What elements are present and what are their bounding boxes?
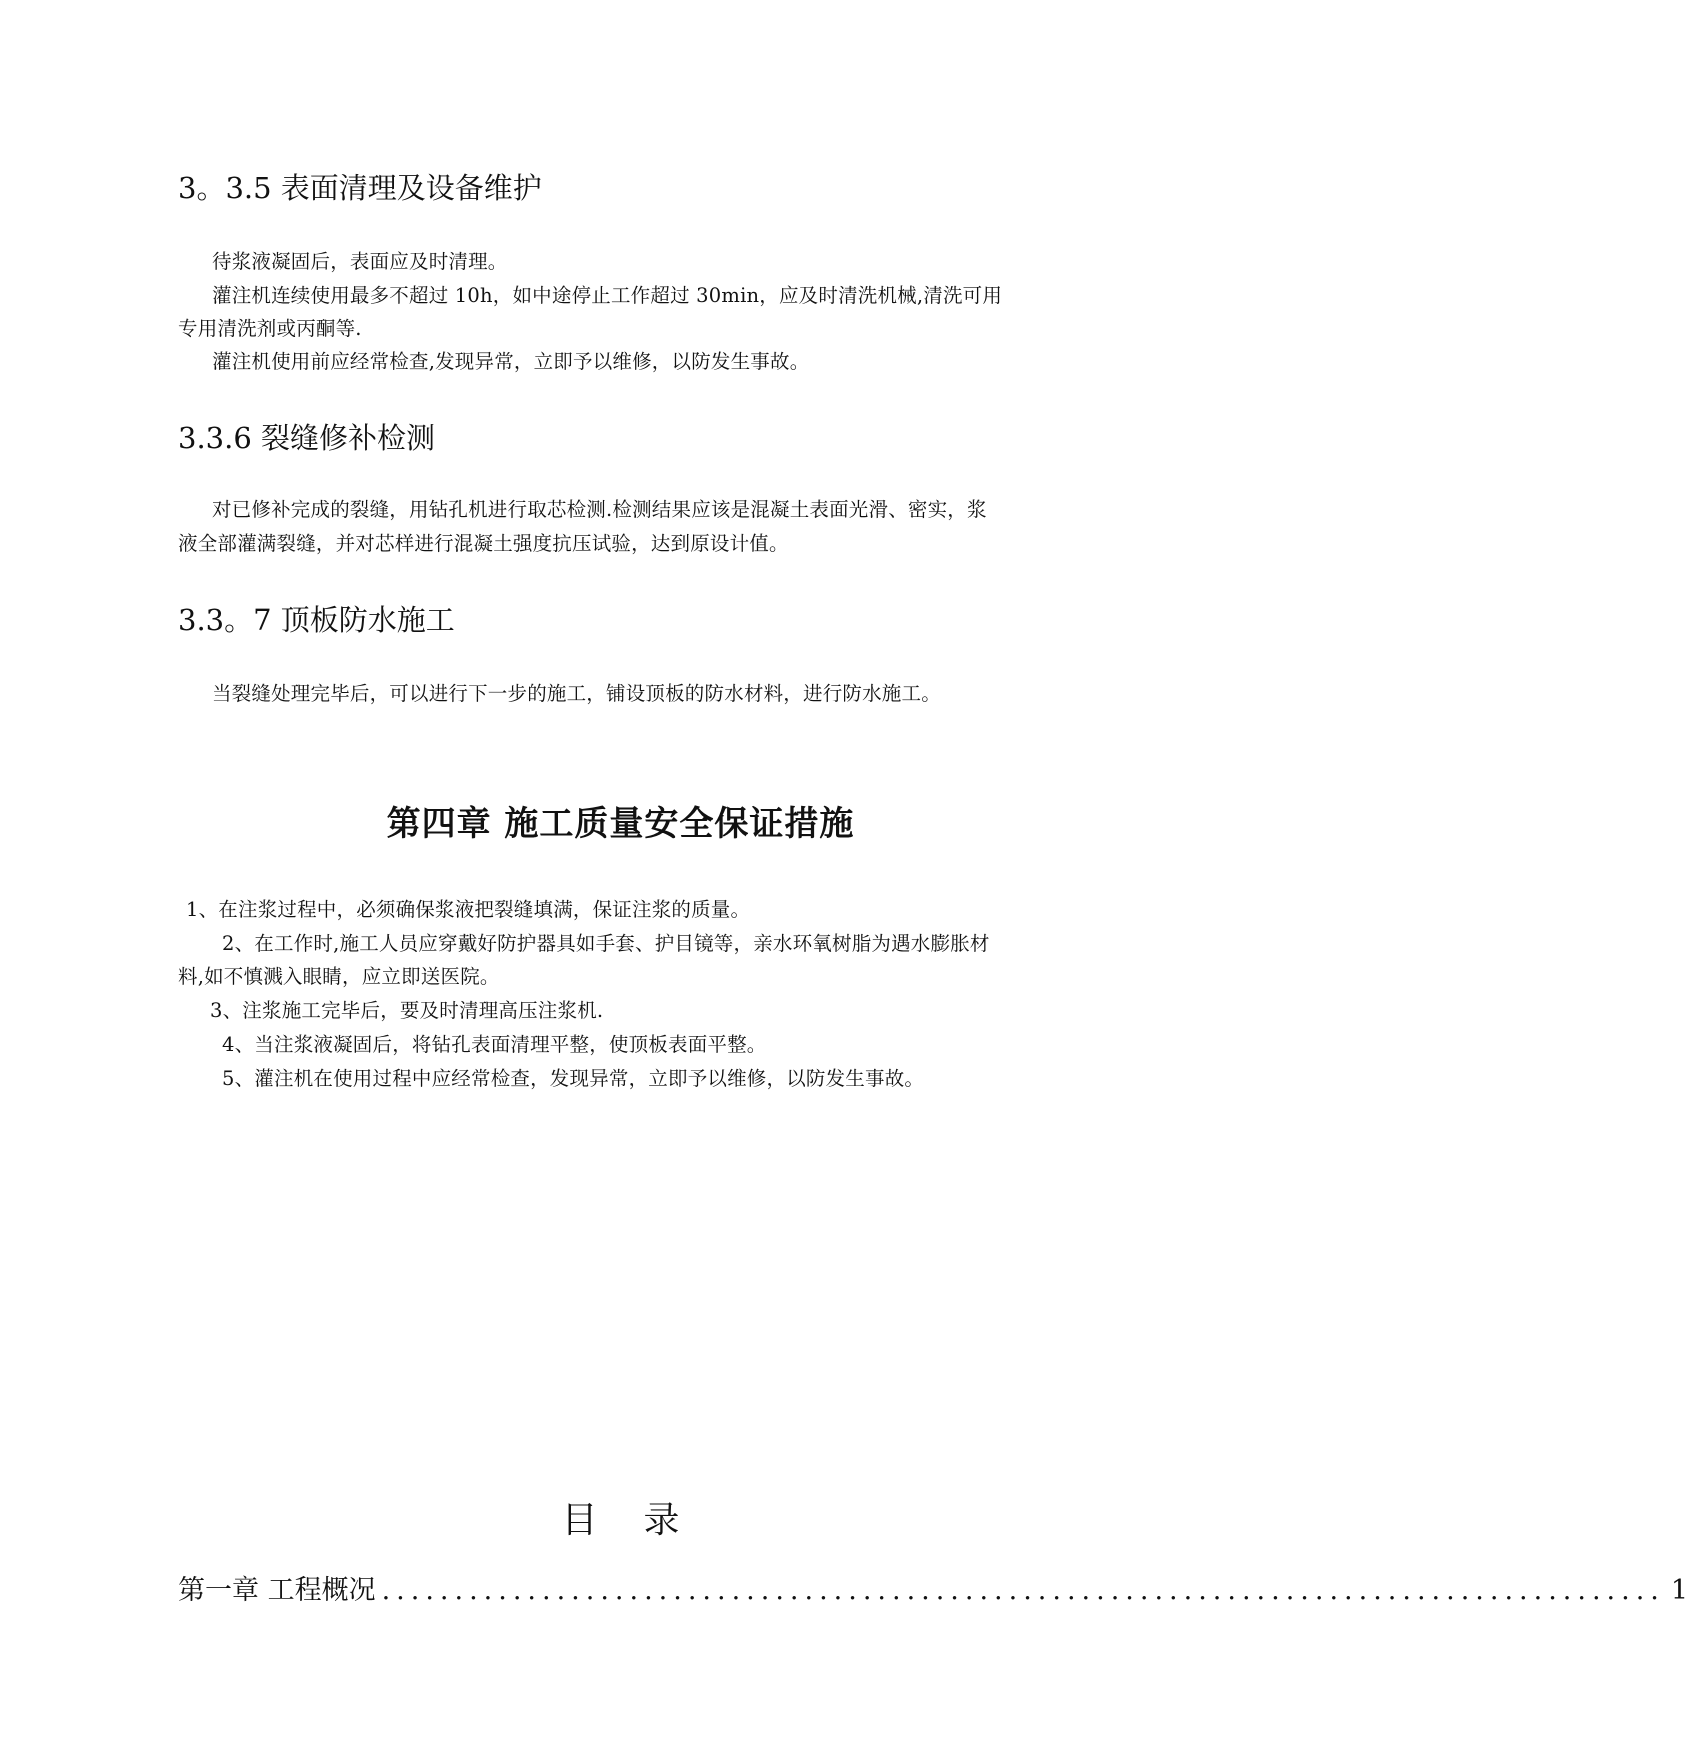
paragraph-line: 对已修补完成的裂缝，用钻孔机进行取芯检测.检测结果应该是混凝土表面光滑、密实，浆 <box>212 498 987 521</box>
section-heading-3-3-7: 3.3。7 顶板防水施工 <box>178 603 455 637</box>
paragraph-line: 当裂缝处理完毕后，可以进行下一步的施工，铺设顶板的防水材料，进行防水施工。 <box>212 682 941 705</box>
paragraph-line: 液全部灌满裂缝，并对芯样进行混凝土强度抗压试验，达到原设计值。 <box>178 532 789 555</box>
paragraph-line: 灌注机连续使用最多不超过 10h，如中途停止工作超过 30min，应及时清洗机械,清洗可用 <box>212 284 1003 307</box>
list-item: 5、灌注机在使用过程中应经常检查，发现异常，立即予以维修，以防发生事故。 <box>222 1067 925 1090</box>
paragraph-line: 灌注机使用前应经常检查,发现异常，立即予以维修，以防发生事故。 <box>212 350 810 373</box>
toc-entry[interactable] <box>178 1568 1688 1607</box>
toc-entry-page: 1 <box>1670 1575 1688 1606</box>
paragraph-line: 专用清洗剂或丙酮等. <box>178 317 362 340</box>
list-item: 4、当注浆液凝固后，将钻孔表面清理平整，使顶板表面平整。 <box>222 1033 767 1056</box>
toc-title: 目录 <box>561 1500 726 1541</box>
section-heading-3-3-5: 3。3.5 表面清理及设备维护 <box>178 171 542 205</box>
toc-leader-dots: ........................................................................................ <box>381 1575 1665 1606</box>
paragraph-line: 待浆液凝固后，表面应及时清理。 <box>212 250 508 273</box>
chapter-title: 第四章 施工质量安全保证措施 <box>386 804 855 844</box>
list-item: 3、注浆施工完毕后，要及时清理高压注浆机. <box>210 999 604 1022</box>
list-item: 2、在工作时,施工人员应穿戴好防护器具如手套、护目镜等，亲水环氧树脂为遇水膨胀材 <box>222 932 990 955</box>
list-item: 1、在注浆过程中，必须确保浆液把裂缝填满，保证注浆的质量。 <box>186 898 751 921</box>
section-heading-3-3-6: 3.3.6 裂缝修补检测 <box>178 421 436 455</box>
toc-entry-label: 第一章 工程概况 <box>178 1575 376 1606</box>
list-item: 料,如不慎溅入眼睛，应立即送医院。 <box>178 965 500 988</box>
